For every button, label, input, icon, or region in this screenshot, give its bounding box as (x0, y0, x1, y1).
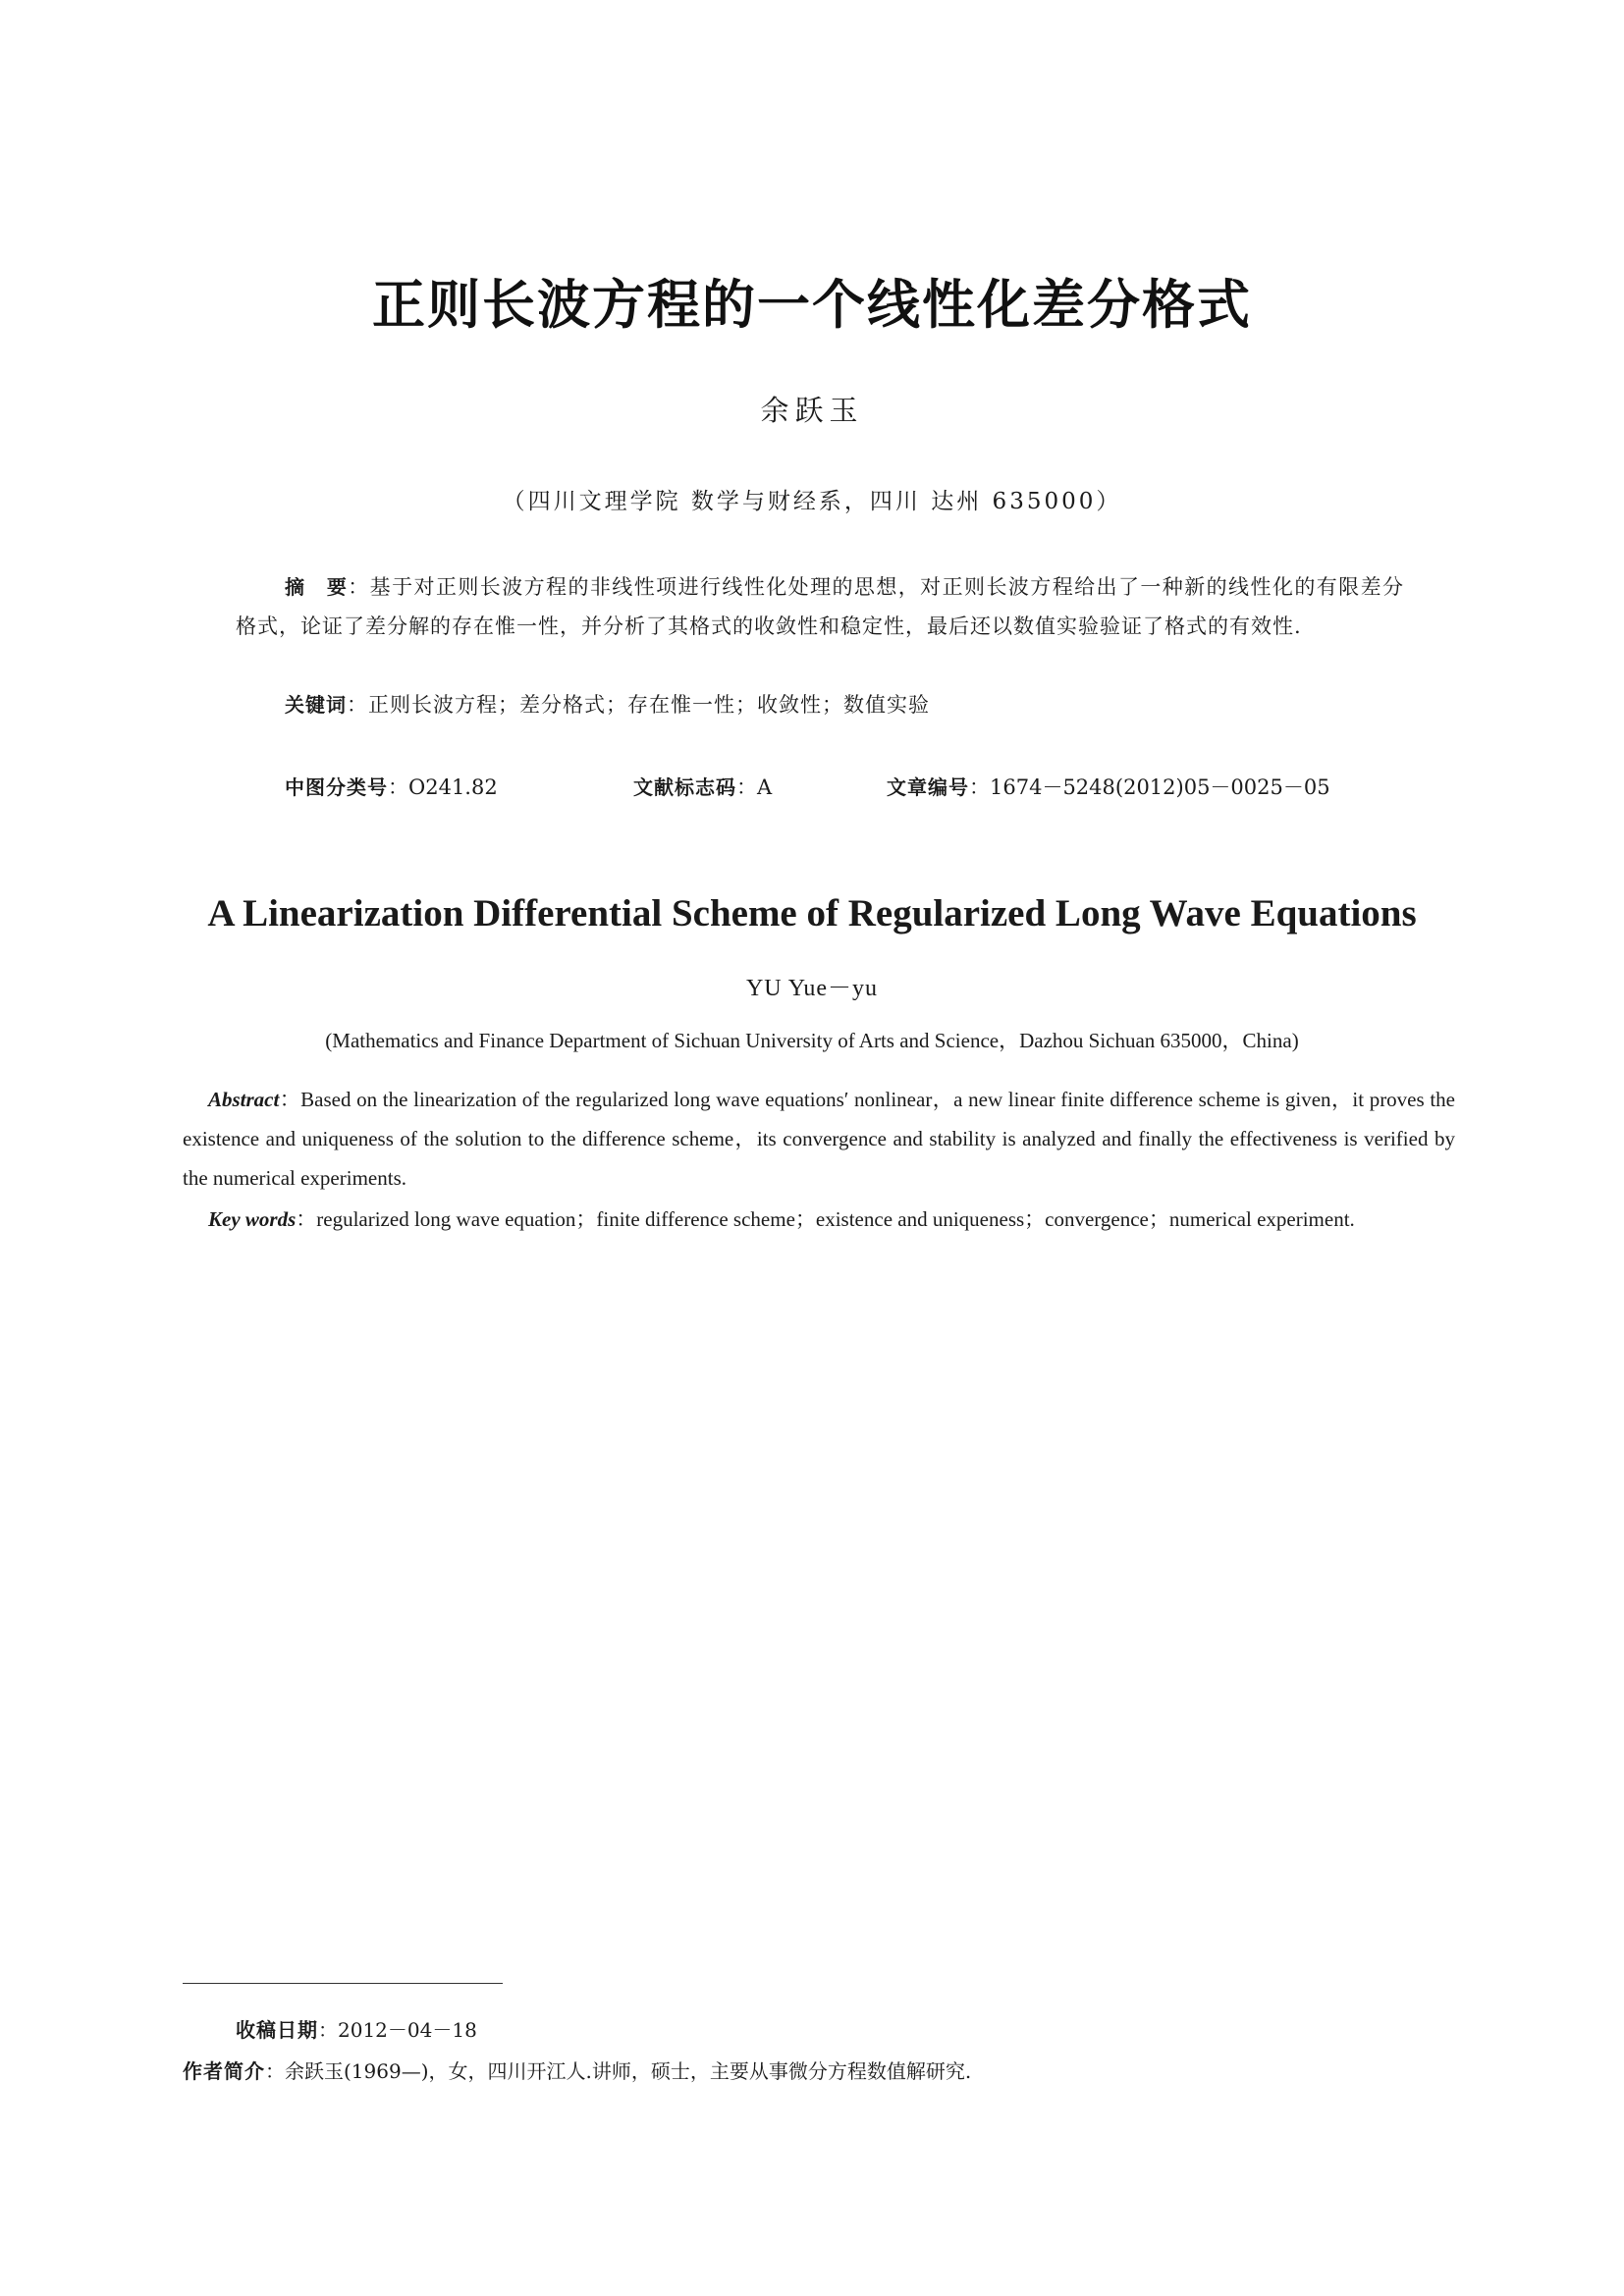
english-title: A Linearization Differential Scheme of Regularized Long Wave Equations (207, 892, 1417, 934)
chinese-keywords-label: 关键词 (285, 693, 347, 717)
chinese-abstract (236, 567, 1404, 646)
received-date (236, 2014, 477, 2043)
author-bio (183, 2056, 971, 2084)
english-affiliation: (Mathematics and Finance Department of Sichuan University of Arts and Science，Dazhou Sichuan 635000，China) (325, 1029, 1299, 1052)
article-number (887, 772, 1330, 801)
received-date-value: ：2012－04－18 (318, 2018, 477, 2042)
received-date-label: 收稿日期 (236, 2018, 318, 2042)
clc-number (285, 772, 498, 801)
english-author: YU Yue－yu (745, 976, 879, 1001)
english-abstract (183, 1080, 1455, 1198)
english-abstract-text: ：Based on the linearization of the regularized long wave equations′ nonlinear，a new linear finite difference scheme is given，it proves the existence and uniqueness of the solution to the difference scheme，its convergence and stability is analyzed and finally the effectiveness is verified by the numerical experiments. (183, 1088, 1455, 1190)
chinese-title: 正则长波方程的一个线性化差分格式 (372, 273, 1252, 336)
chinese-abstract-label: 摘 要 (285, 575, 349, 599)
document-code-value: ：A (736, 775, 773, 799)
english-keywords-label: Key words (208, 1207, 297, 1231)
footnote-divider (183, 1983, 503, 1984)
document-code-label: 文献标志码 (633, 775, 736, 799)
author-bio-value: ：余跃玉(1969—)，女，四川开江人.讲师，硕士，主要从事微分方程数值解研究. (265, 2059, 972, 2083)
clc-value: ：O241.82 (388, 775, 498, 799)
chinese-author: 余跃玉 (760, 394, 864, 427)
author-bio-label: 作者简介 (183, 2059, 265, 2083)
document-code (633, 772, 772, 801)
english-abstract-label: Abstract (208, 1088, 280, 1111)
article-number-label: 文章编号 (887, 775, 969, 799)
english-keywords-text: ：regularized long wave equation；finite difference scheme；existence and uniqueness；convergence；numerical experiment. (296, 1207, 1355, 1231)
clc-label: 中图分类号 (285, 775, 388, 799)
english-keywords (183, 1200, 1455, 1239)
article-number-value: ：1674－5248(2012)05－0025－05 (969, 775, 1330, 799)
chinese-affiliation: （四川文理学院 数学与财经系，四川 达州 635000） (502, 489, 1122, 514)
chinese-keywords-text: ：正则长波方程；差分格式；存在惟一性；收敛性；数值实验 (347, 693, 930, 717)
chinese-keywords (236, 685, 1404, 724)
chinese-abstract-text: ：基于对正则长波方程的非线性项进行线性化处理的思想，对正则长波方程给出了一种新的线性化的有限差分格式，论证了差分解的存在惟一性，并分析了其格式的收敛性和稳定性，最后还以数值实验验证了格式的有效性. (236, 575, 1405, 638)
